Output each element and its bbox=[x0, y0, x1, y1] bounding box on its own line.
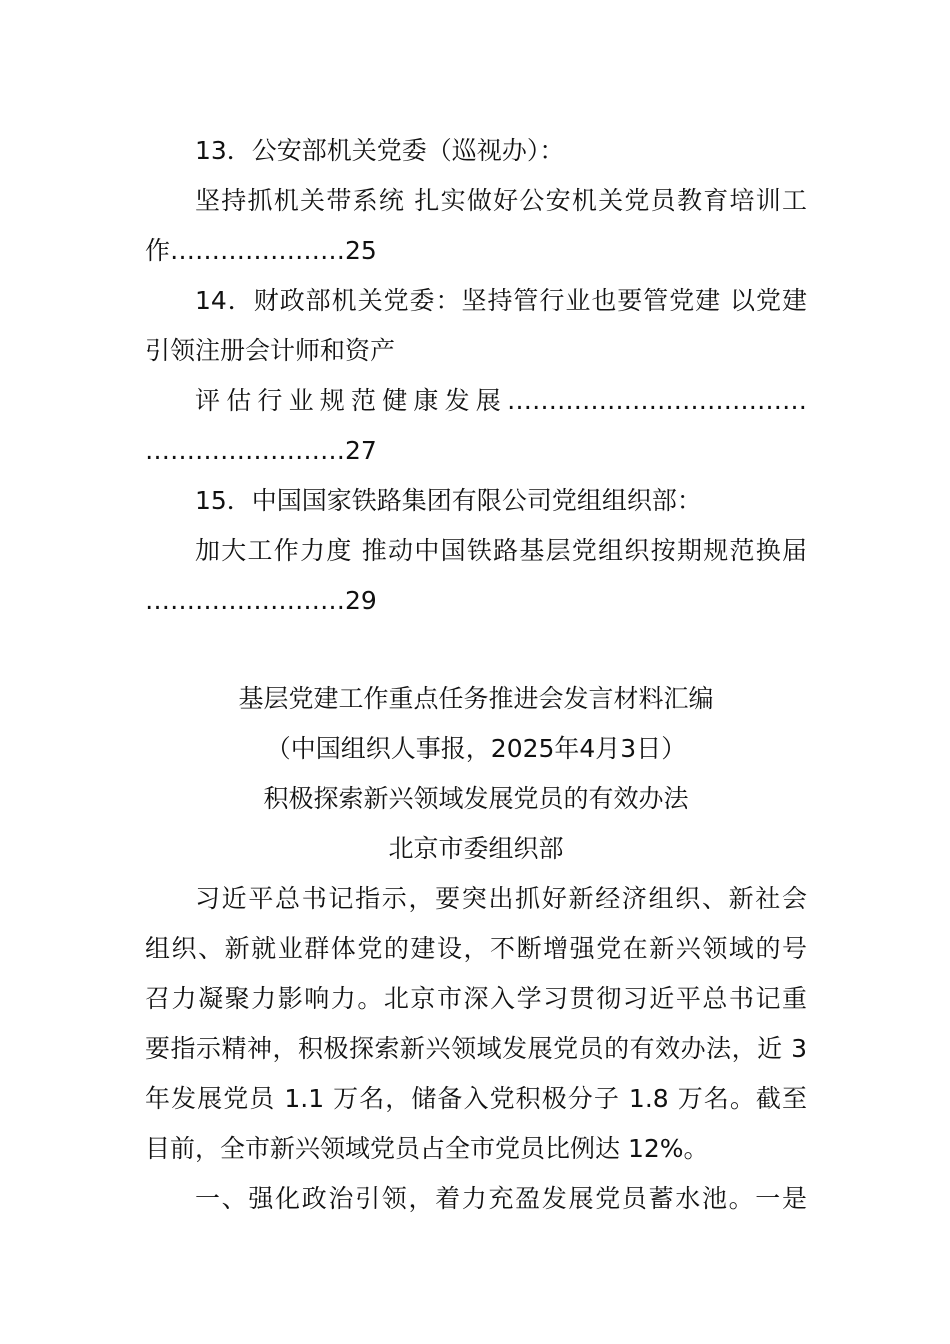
article-title: 积极探索新兴领域发展党员的有效办法 bbox=[263, 784, 689, 813]
article-author: 北京市委组织部 bbox=[388, 834, 564, 863]
source-line: （中国组织人事报，2025年4月3日） bbox=[265, 734, 687, 763]
paragraph-line: 目前，全市新兴领域党员占全市党员比例达 12%。 bbox=[145, 1134, 709, 1163]
paragraph-line: 组织、新就业群体党的建设，不断增强党在新兴领域的号 bbox=[145, 934, 807, 963]
paragraph-line: 要指示精神，积极探索新兴领域发展党员的有效办法，近 3 bbox=[145, 1034, 807, 1063]
paragraph-line: 年发展党员 1.1 万名，储备入党积极分子 1.8 万名。截至 bbox=[145, 1084, 807, 1113]
toc-item-15-heading: 15．中国国家铁路集团有限公司党组组织部： bbox=[195, 486, 702, 515]
toc-item-13-title: 坚持抓机关带系统 扎实做好公安机关党员教育培训工 bbox=[195, 186, 807, 215]
toc-item-14-title-line1: 引领注册会计师和资产 bbox=[145, 336, 396, 365]
paragraph-line: 召力凝聚力影响力。北京市深入学习贯彻习近平总书记重 bbox=[145, 984, 807, 1013]
toc-item-13-page: 作…………………25 bbox=[145, 236, 377, 265]
toc-item-14-heading: 14．财政部机关党委：坚持管行业也要管党建 以党建 bbox=[195, 286, 807, 315]
collection-title: 基层党建工作重点任务推进会发言材料汇编 bbox=[238, 684, 714, 713]
toc-item-15-title: 加大工作力度 推动中国铁路基层党组织按期规范换届 bbox=[195, 536, 807, 565]
toc-item-14-title-line2: 评估行业规范健康发展……………………………… bbox=[195, 386, 807, 415]
toc-item-13-heading: 13．公安部机关党委（巡视办）： bbox=[195, 136, 565, 165]
paragraph-line: 一、强化政治引领，着力充盈发展党员蓄水池。一是 bbox=[195, 1184, 807, 1213]
toc-item-15-page: ……………………29 bbox=[145, 586, 377, 615]
paragraph-line: 习近平总书记指示，要突出抓好新经济组织、新社会 bbox=[195, 884, 807, 913]
toc-item-14-page: ……………………27 bbox=[145, 436, 377, 465]
